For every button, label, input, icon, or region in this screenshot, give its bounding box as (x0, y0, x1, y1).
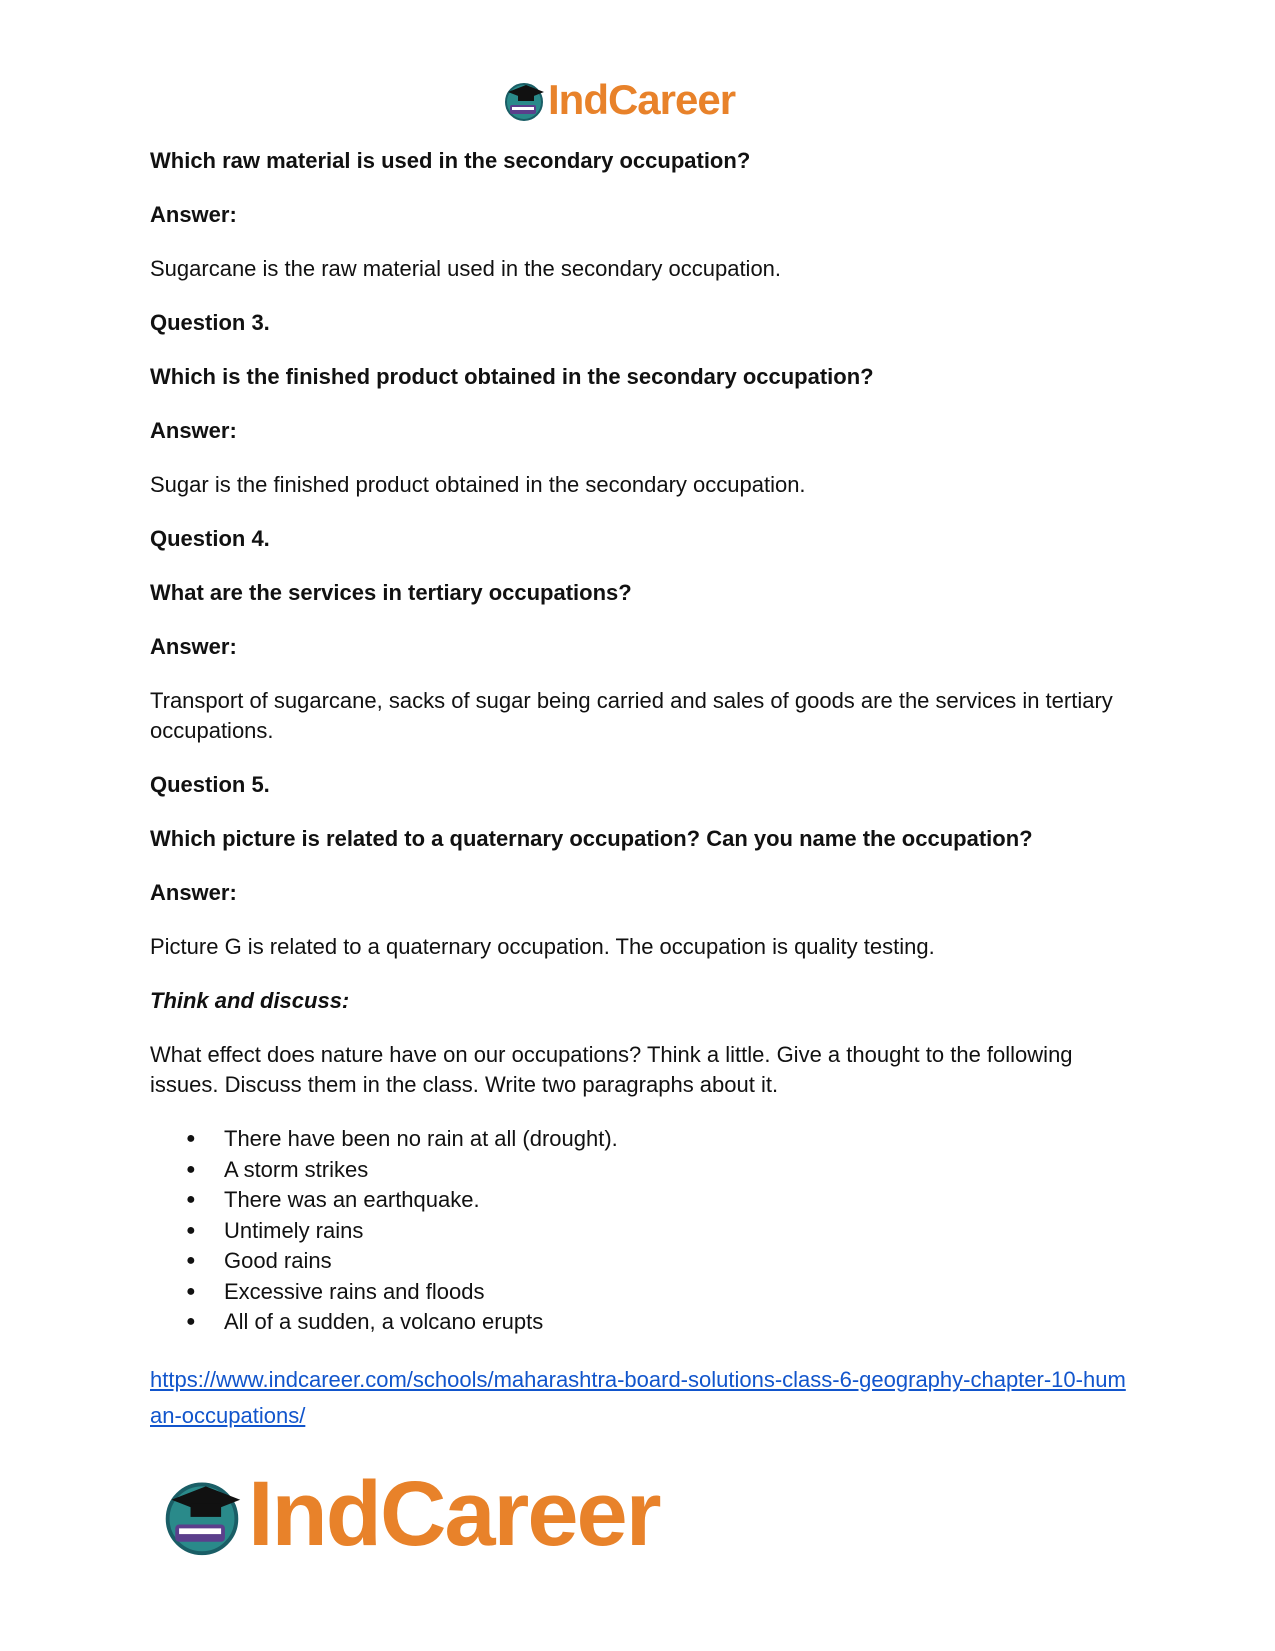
list-item: ● A storm strikes (150, 1155, 1130, 1186)
question-text: Which is the finished product obtained in the secondary occupation? (150, 364, 874, 389)
list-item: ● Good rains (150, 1246, 1130, 1277)
answer-label: Answer: (150, 880, 237, 905)
logo-text: IndCareer (548, 76, 736, 123)
logo-text: IndCareer (248, 1463, 660, 1565)
answer-text: Picture G is related to a quaternary occupation. The occupation is quality testing. (150, 934, 935, 959)
list-item: ● Excessive rains and floods (150, 1277, 1130, 1308)
answer-text: Sugarcane is the raw material used in the secondary occupation. (150, 256, 782, 281)
question-text: Which raw material is used in the secondary occupation? (150, 148, 751, 173)
list-item: ● Untimely rains (150, 1216, 1130, 1247)
list-item: ● All of a sudden, a volcano erupts (150, 1307, 1130, 1338)
document-body (150, 146, 1130, 1434)
graduation-cap-globe-icon (160, 1473, 244, 1557)
question-number: Question 5. (150, 772, 270, 797)
question-text: Which picture is related to a quaternary occupation? Can you name the occupation? (150, 826, 1033, 851)
header-logo (502, 76, 735, 124)
list-item: ● There have been no rain at all (drought). (150, 1124, 1130, 1155)
answer-text: Sugar is the finished product obtained in the secondary occupation. (150, 472, 806, 497)
question-number: Question 4. (150, 526, 270, 551)
list-item: ● There was an earthquake. (150, 1185, 1130, 1216)
section-heading: Think and discuss: (150, 988, 350, 1013)
graduation-cap-globe-icon (502, 78, 546, 122)
answer-label: Answer: (150, 634, 237, 659)
answer-text: Transport of sugarcane, sacks of sugar being carried and sales of goods are the services in tertiary occupations. (150, 688, 1113, 743)
question-text: What are the services in tertiary occupations? (150, 580, 632, 605)
question-number: Question 3. (150, 310, 270, 335)
footer-logo (160, 1462, 660, 1567)
source-link[interactable]: https://www.indcareer.com/schools/maharashtra-board-solutions-class-6-geography-chapter-10-human-occupations/ (150, 1366, 1126, 1428)
paragraph-text: What effect does nature have on our occupations? Think a little. Give a thought to the following issues. Discuss them in the class. Write two paragraphs about it. (150, 1042, 1073, 1097)
bullet-list (150, 1124, 1130, 1338)
answer-label: Answer: (150, 418, 237, 443)
answer-label: Answer: (150, 202, 237, 227)
